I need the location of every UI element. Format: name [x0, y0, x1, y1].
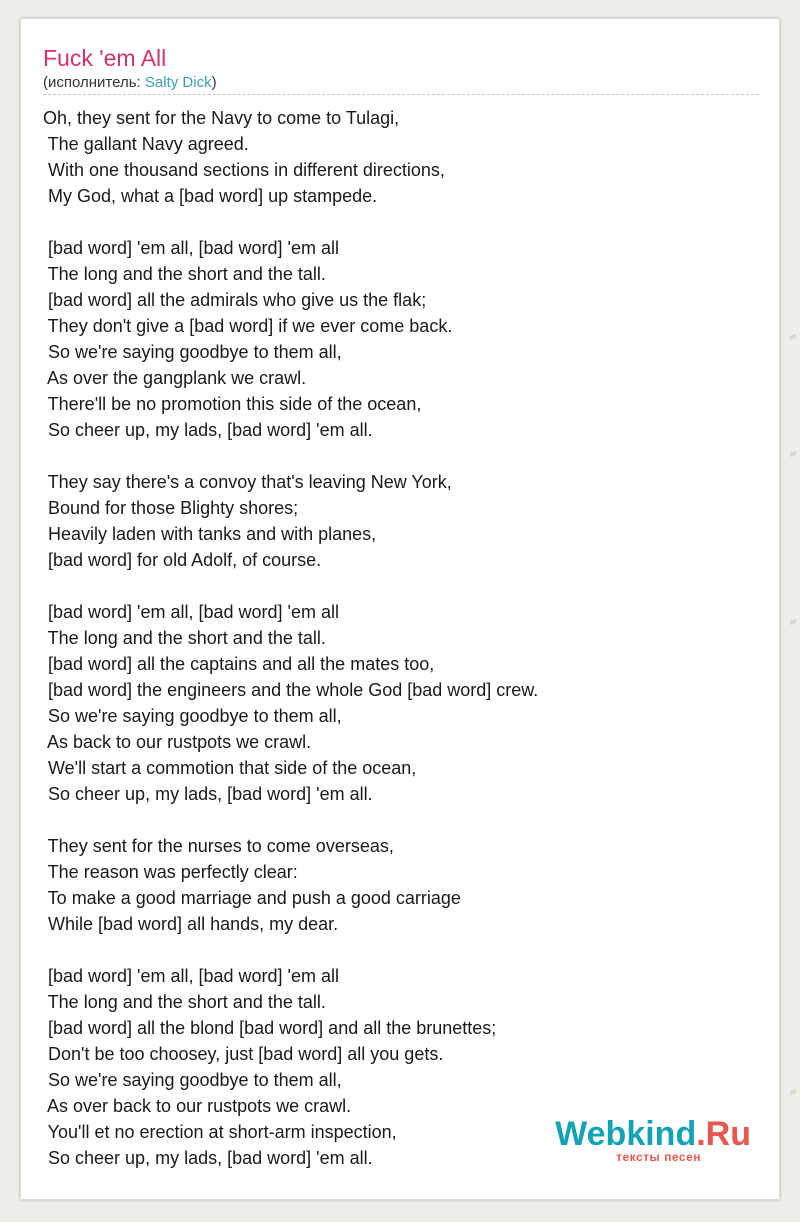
artist-colon: :	[136, 74, 145, 91]
webkind-logo[interactable]	[551, 1114, 751, 1174]
artist-link[interactable]: Salty Dick	[144, 74, 212, 91]
song-title: Fuck 'em All	[43, 45, 167, 71]
edge-decoration	[790, 334, 796, 340]
paren-open: (	[43, 74, 48, 91]
paren-close: )	[211, 74, 217, 91]
edge-decoration	[790, 1089, 796, 1095]
artist-label: исполнитель	[48, 74, 137, 91]
edge-decoration	[790, 451, 796, 457]
lyrics-card	[20, 18, 780, 1200]
artist-line	[43, 74, 217, 92]
brand-tagline: тексты песен	[616, 1150, 701, 1164]
brand-tld: .Ru	[696, 1115, 751, 1153]
brand-name: Webkind	[555, 1115, 697, 1153]
brand-wordmark	[555, 1114, 751, 1154]
header-divider	[43, 94, 759, 95]
edge-decoration	[790, 619, 796, 625]
lyrics-text: Oh, they sent for the Navy to come to Tulagi, The gallant Navy agreed. With one thousand sections in different directions, My God, what a [bad word] up stampede. [bad word] 'em all, [bad word] 'em all The long and the short and the tall. [bad word] all the admirals who give us the flak; They don't give a [bad word] if we ever come back. So we're saying goodbye to them all, As over the gangplank we crawl. There'll be no promotion this side of the ocean, So cheer up, my lads, [bad word] 'em all. They say there's a convoy that's leaving New York, Bound for those Blighty shores; Heavily laden with tanks and with planes, [bad word] for old Adolf, of course. [bad word] 'em all, [bad word] 'em all The long and the short and the tall. [bad word] all the captains and all the mates too, [bad word] the engineers and the whole God [bad word] crew. So we're saying goodbye to them all, As back to our rustpots we crawl. We'll start a commotion that side of the ocean, So cheer up, my lads, [bad word] 'em all. They sent for the nurses to come overseas, The reason was perfectly clear: To make a good marriage and push a good carriage While [bad word] all hands, my dear. [bad word] 'em all, [bad word] 'em all The long and the short and the tall. [bad word] all the blond [bad word] and all the brunettes; Don't be too choosey, just [bad word] all you gets. So we're saying goodbye to them all, As over back to our rustpots we crawl. You'll et no erection at short-arm inspection, So cheer up, my lads, [bad word] 'em all.	[43, 108, 539, 1168]
